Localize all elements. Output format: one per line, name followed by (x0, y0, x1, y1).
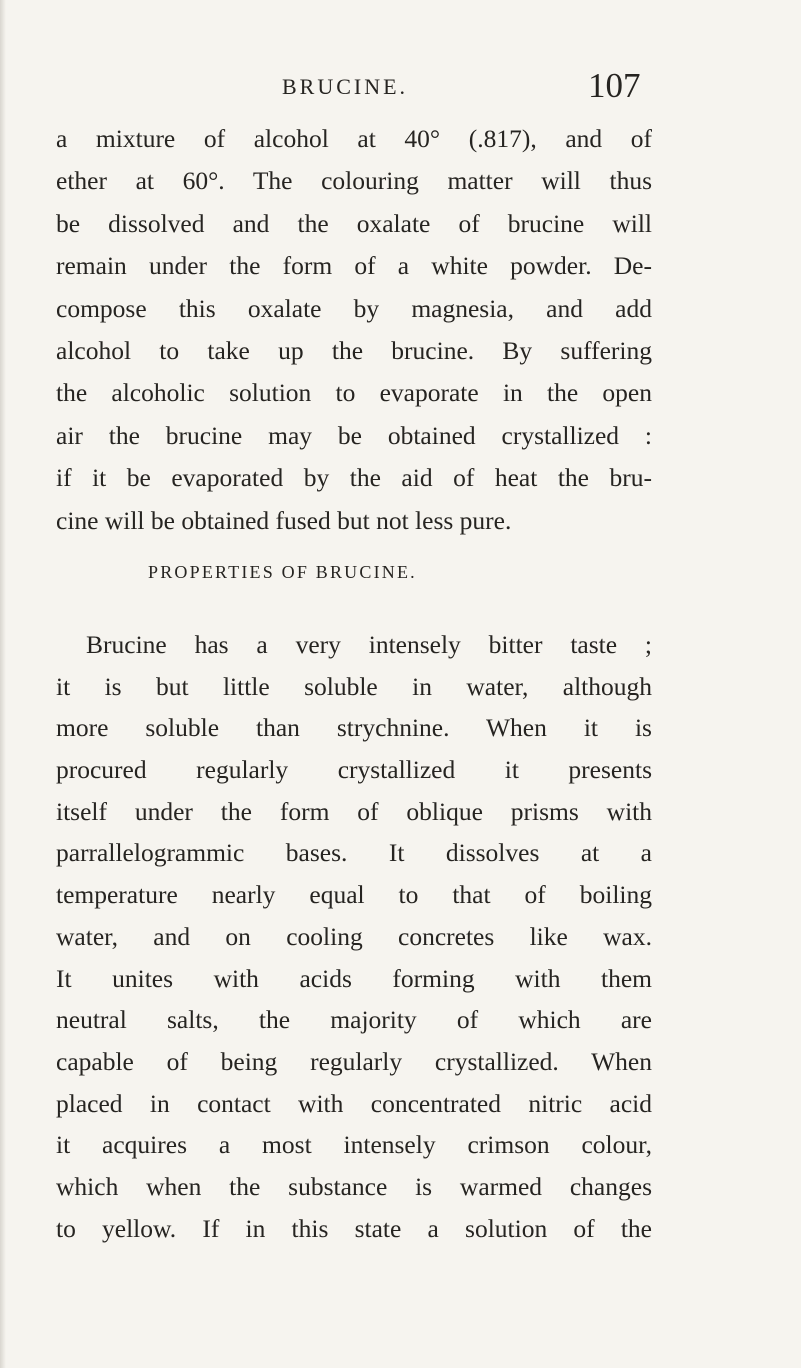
text-line: neutral salts, the majority of which are (56, 1005, 652, 1035)
running-head (0, 66, 801, 106)
text-line: itself under the form of oblique prisms with (56, 796, 652, 826)
section-heading: PROPERTIES OF BRUCINE. (148, 562, 417, 582)
paragraph-preparation (56, 118, 652, 542)
text-line: the alcoholic solution to evaporate in the open (56, 378, 652, 408)
text-line: ether at 60°. The colouring matter will thus (56, 166, 652, 196)
text-line: more soluble than strychnine. When it is (56, 713, 652, 743)
page-edge-shadow (0, 0, 6, 1368)
text-line: temperature nearly equal to that of boiling (56, 880, 652, 910)
text-line: It unites with acids forming with them (56, 963, 652, 993)
text-line: a mixture of alcohol at 40° (.817), and of (56, 124, 652, 153)
text-line: compose this oxalate by magnesia, and add (56, 293, 652, 323)
paragraph-properties (56, 624, 652, 1249)
text-line: which when the substance is warmed changes (56, 1171, 652, 1201)
page-number: 107 (588, 66, 641, 105)
text-line: to yellow. If in this state a solution of the (56, 1213, 652, 1243)
text-line: air the brucine may be obtained crystallized : (56, 420, 652, 450)
text-line: remain under the form of a white powder. De- (56, 251, 652, 281)
text-line: water, and on cooling concretes like wax. (56, 921, 652, 951)
text-line: Brucine has a very intensely bitter taste ; (86, 630, 652, 659)
text-line: procured regularly crystallized it presents (56, 755, 652, 785)
running-title: BRUCINE. (282, 74, 409, 99)
text-line: it is but little soluble in water, although (56, 671, 652, 701)
text-line: placed in contact with concentrated nitric acid (56, 1088, 652, 1118)
text-line: parrallelogrammic bases. It dissolves at a (56, 838, 652, 868)
text-line: capable of being regularly crystallized. When (56, 1046, 652, 1076)
text-line: alcohol to take up the brucine. By suffering (56, 335, 652, 365)
text-line: cine will be obtained fused but not less pure. (56, 505, 512, 535)
text-line: it acquires a most intensely crimson colour, (56, 1130, 652, 1160)
text-line: if it be evaporated by the aid of heat the bru- (56, 463, 652, 493)
text-line: be dissolved and the oxalate of brucine will (56, 208, 652, 238)
